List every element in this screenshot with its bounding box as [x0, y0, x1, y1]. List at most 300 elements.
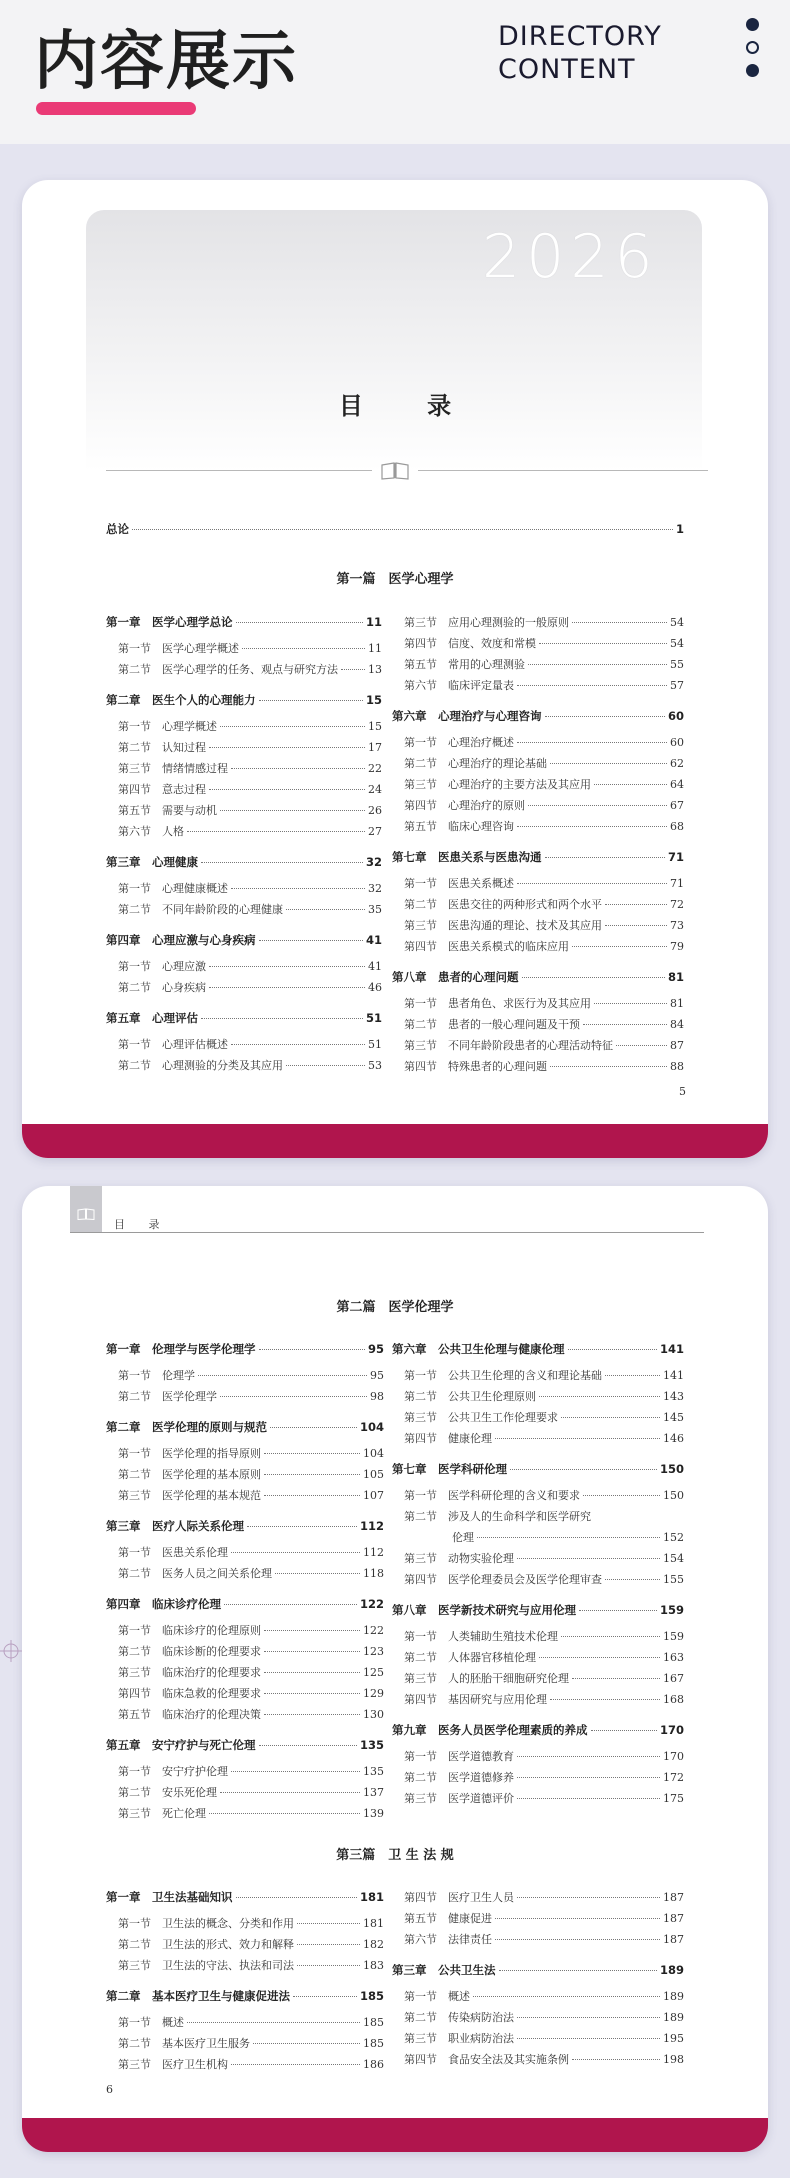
toc-section-row[interactable] [118, 1958, 384, 1973]
divider-left [106, 470, 372, 471]
dot-leader [510, 1469, 657, 1470]
toc-entry-page: 189 [659, 1963, 684, 1977]
toc-section-row[interactable] [404, 939, 684, 954]
toc-section-row[interactable] [404, 996, 684, 1011]
toc-entry-page: 159 [659, 1603, 684, 1617]
toc-section-row[interactable] [404, 1932, 684, 1947]
toc-entry-label: 第一节 心理治疗概述 [404, 736, 514, 749]
toc-section-row[interactable] [118, 1937, 384, 1952]
toc-section-row[interactable] [118, 2036, 384, 2051]
toc-entry-page: 68 [670, 820, 684, 833]
toc-section-row[interactable] [118, 1707, 384, 1722]
toc-section-row[interactable] [118, 902, 382, 917]
toc-section-row[interactable] [404, 1890, 684, 1905]
dot-leader [236, 1897, 357, 1898]
toc-entry-label: 第二节 心理测验的分类及其应用 [118, 1059, 283, 1072]
toc-section-row[interactable] [118, 1686, 384, 1701]
toc-chapter-row[interactable] [392, 1723, 684, 1738]
dot-leader [539, 1396, 660, 1397]
book-icon [380, 462, 410, 480]
toc-title: 目 录 [338, 392, 480, 420]
toc-section-row[interactable] [404, 1038, 684, 1053]
dot-leader [264, 1453, 360, 1454]
english-title-line1: DIRECTORY [498, 21, 662, 52]
header-rule [70, 1232, 704, 1233]
dot-leader [517, 826, 667, 827]
toc-section-row[interactable] [118, 1037, 382, 1052]
toc-entry-label: 第三节 人的胚胎干细胞研究伦理 [404, 1672, 569, 1685]
dot-leader [187, 831, 365, 832]
toc-entry-page: 11 [368, 642, 382, 655]
toc-entry-page: 79 [670, 940, 684, 953]
header-bar [0, 0, 790, 144]
toc-section-row[interactable] [118, 2015, 384, 2030]
toc-entry-page: 11 [365, 615, 382, 629]
dot-leader [550, 1699, 660, 1700]
toc-entry-page: 150 [659, 1462, 684, 1476]
toc-entry-page: 51 [365, 1011, 382, 1025]
toc-section-row[interactable] [118, 2057, 384, 2072]
toc-entry-page: 189 [663, 1990, 684, 2003]
toc-section-row[interactable] [404, 1911, 684, 1926]
english-title-line2: CONTENT [498, 54, 636, 85]
toc-entry-page: 98 [370, 1390, 384, 1403]
toc-section-row[interactable] [118, 1644, 384, 1659]
toc-chapter-row[interactable] [392, 709, 684, 724]
toc-entry-page: 187 [663, 1891, 684, 1904]
toc-entry-label: 第六章 心理治疗与心理咨询 [392, 709, 542, 723]
dot-leader [495, 1438, 660, 1439]
toc-section-row[interactable] [404, 918, 684, 933]
toc-entry-page: 26 [368, 804, 382, 817]
dot-leader [517, 1558, 660, 1559]
toc-entry-page: 107 [363, 1489, 384, 1502]
dot-leader [198, 1375, 367, 1376]
dot-leader [517, 1777, 660, 1778]
dot-leader [236, 622, 363, 623]
toc-chapter-row[interactable] [106, 1738, 384, 1753]
dot-leader [259, 1745, 357, 1746]
toc-entry-label: 第二节 涉及人的生命科学和医学研究 [404, 1510, 591, 1523]
toc-entry-label: 第一节 医学伦理的指导原则 [118, 1447, 261, 1460]
dot-leader [275, 1573, 360, 1574]
toc-entry-label: 第二节 医患交往的两种形式和两个水平 [404, 898, 602, 911]
toc-chapter-row[interactable] [106, 1342, 384, 1357]
toc-section-row[interactable] [118, 1566, 384, 1581]
dot-leader [286, 1065, 365, 1066]
toc-entry-page: 125 [363, 1666, 384, 1679]
toc-section-row[interactable] [118, 740, 382, 755]
dot-leader [579, 1610, 657, 1611]
dot-leader [231, 1552, 360, 1553]
toc-section-row[interactable] [404, 615, 684, 630]
toc-section-row[interactable] [118, 1389, 384, 1404]
toc-entry-label: 第六章 公共卫生伦理与健康伦理 [392, 1342, 565, 1356]
dot-leader [605, 904, 667, 905]
toc-section-row[interactable] [404, 819, 684, 834]
running-header: 目 录 [114, 1218, 170, 1231]
toc-entry-label: 第九章 医务人员医学伦理素质的养成 [392, 1723, 588, 1737]
toc-entry-label: 第一节 临床诊疗的伦理原则 [118, 1624, 261, 1637]
dot-leader [591, 1730, 657, 1731]
toc-chapter-row[interactable] [106, 1597, 384, 1612]
part-title: 第三篇 卫 生 法 规 [336, 1848, 454, 1863]
page-number: 6 [106, 2083, 113, 2096]
toc-section-row[interactable] [404, 756, 684, 771]
dot-leader [270, 1427, 357, 1428]
toc-entry-label: 第六节 法律责任 [404, 1933, 492, 1946]
toc-entry-label: 第四节 临床急救的伦理要求 [118, 1687, 261, 1700]
toc-entry-page: 122 [363, 1624, 384, 1637]
toc-entry-label: 第二节 医学心理学的任务、观点与研究方法 [118, 663, 338, 676]
toc-entry-label: 第四节 健康伦理 [404, 1432, 492, 1445]
toc-section-row[interactable] [404, 777, 684, 792]
dot-leader [495, 1939, 660, 1940]
toc-entry-page: 95 [370, 1369, 384, 1382]
toc-entry-page: 182 [363, 1938, 384, 1951]
toc-entry-page: 185 [359, 1989, 384, 2003]
toc-entry-page: 15 [368, 720, 382, 733]
toc-entry-page: 104 [363, 1447, 384, 1460]
toc-entry-page: 55 [670, 658, 684, 671]
dot-leader [616, 1045, 667, 1046]
toc-section-row[interactable] [404, 1671, 684, 1686]
toc-chapter-row[interactable] [106, 522, 684, 537]
toc-section-row[interactable] [118, 881, 382, 896]
toc-section-row[interactable] [404, 1692, 684, 1707]
toc-section-row[interactable] [404, 897, 684, 912]
toc-entry-page: 137 [363, 1786, 384, 1799]
toc-chapter-row[interactable] [106, 615, 382, 630]
dot-leader [561, 1636, 660, 1637]
toc-entry-page: 24 [368, 783, 382, 796]
dot-leader [583, 1024, 667, 1025]
toc-section-row[interactable] [404, 636, 684, 651]
toc-section-row[interactable] [404, 1017, 684, 1032]
toc-section-row[interactable] [404, 1572, 684, 1587]
toc-entry-page: 198 [663, 2053, 684, 2066]
toc-chapter-row[interactable] [392, 1462, 684, 1477]
toc-entry-label: 第二节 临床诊断的伦理要求 [118, 1645, 261, 1658]
toc-chapter-row[interactable] [106, 1011, 382, 1026]
toc-entry-label: 第一节 医患关系伦理 [118, 1546, 228, 1559]
dot-leader [231, 888, 365, 889]
dot-leader [528, 805, 667, 806]
book-icon [77, 1208, 95, 1220]
toc-entry-page: 181 [363, 1917, 384, 1930]
toc-entry-page: 183 [363, 1959, 384, 1972]
toc-entry-label: 第三节 动物实验伦理 [404, 1552, 514, 1565]
dot-leader [594, 784, 667, 785]
dot-leader [572, 622, 667, 623]
dot-leader [517, 1798, 660, 1799]
dot-leader [473, 1996, 660, 1997]
toc-entry-label: 第四章 心理应激与心身疾病 [106, 933, 256, 947]
toc-section-row[interactable] [404, 1488, 684, 1503]
toc-chapter-row[interactable] [106, 693, 382, 708]
toc-entry-label: 第三节 死亡伦理 [118, 1807, 206, 1820]
toc-chapter-row[interactable] [106, 1890, 384, 1905]
toc-entry-label: 第一节 患者角色、求医行为及其应用 [404, 997, 591, 1010]
toc-section-row[interactable] [118, 761, 382, 776]
dot-leader [132, 529, 673, 530]
dot-leader [259, 940, 363, 941]
dot-leader [517, 1897, 660, 1898]
toc-section-row[interactable] [404, 657, 684, 672]
toc-entry-page: 32 [365, 855, 382, 869]
dot-leader [220, 726, 365, 727]
toc-chapter-row[interactable] [106, 1519, 384, 1534]
dot-leader [286, 909, 365, 910]
dot-leader [545, 857, 665, 858]
dot-leader [264, 1630, 360, 1631]
toc-entry-page: 27 [368, 825, 382, 838]
dot-leader [209, 747, 365, 748]
dot-leader [539, 1657, 660, 1658]
toc-entry-page: 185 [363, 2037, 384, 2050]
toc-entry-label: 第一节 伦理学 [118, 1369, 195, 1382]
toc-section-row[interactable] [404, 1368, 684, 1383]
toc-entry-label: 第八章 患者的心理问题 [392, 970, 519, 984]
toc-entry-page: 135 [359, 1738, 384, 1752]
toc-section-row[interactable] [118, 959, 382, 974]
dot-leader [264, 1651, 360, 1652]
toc-entry-label: 第一节 人类辅助生殖技术伦理 [404, 1630, 558, 1643]
card-footer-bar [22, 1124, 768, 1158]
toc-chapter-row[interactable] [392, 850, 684, 865]
dot-leader [517, 883, 667, 884]
dot-leader [293, 1996, 357, 1997]
page-dots[interactable] [746, 18, 760, 87]
toc-entry-page: 135 [363, 1765, 384, 1778]
toc-entry-label: 第三节 医学道德评价 [404, 1792, 514, 1805]
dot-leader [264, 1714, 360, 1715]
toc-section-row[interactable] [404, 1410, 684, 1425]
toc-entry-label: 伦理 [452, 1531, 474, 1544]
toc-section-row[interactable] [404, 2010, 684, 2025]
toc-section-row[interactable] [118, 1916, 384, 1931]
dot-leader [568, 1349, 657, 1350]
toc-section-row[interactable] [118, 1058, 382, 1073]
dot-outline-icon[interactable] [746, 41, 759, 54]
toc-entry-page: 87 [670, 1039, 684, 1052]
toc-entry-page: 118 [363, 1567, 384, 1580]
toc-section-row[interactable] [404, 1431, 684, 1446]
toc-entry-label: 第五章 心理评估 [106, 1011, 198, 1025]
toc-entry-label: 第一节 心理学概述 [118, 720, 217, 733]
toc-entry-label: 第三章 医疗人际关系伦理 [106, 1519, 244, 1533]
toc-section-row[interactable] [404, 798, 684, 813]
dot-leader [264, 1672, 360, 1673]
toc-entry-label: 第四节 医患关系模式的临床应用 [404, 940, 569, 953]
dot-leader [594, 1003, 667, 1004]
toc-entry-page: 112 [359, 1519, 384, 1533]
toc-chapter-row[interactable] [392, 1603, 684, 1618]
dot-leader [605, 1375, 660, 1376]
toc-entry-page: 15 [365, 693, 382, 707]
toc-section-row[interactable] [118, 1467, 384, 1482]
toc-entry-label: 第一节 心理评估概述 [118, 1038, 228, 1051]
toc-entry-label: 第三节 职业病防治法 [404, 2032, 514, 2045]
toc-chapter-row[interactable] [106, 1989, 384, 2004]
toc-section-row[interactable] [404, 1650, 684, 1665]
toc-section-row[interactable] [404, 876, 684, 891]
dot-leader [231, 1044, 365, 1045]
toc-chapter-row[interactable] [392, 1963, 684, 1978]
toc-entry-label: 第四节 食品安全法及其实施条例 [404, 2053, 569, 2066]
toc-section-row[interactable] [404, 1791, 684, 1806]
toc-section-row[interactable] [118, 1446, 384, 1461]
toc-chapter-row[interactable] [392, 1342, 684, 1357]
toc-entry-page: 186 [363, 2058, 384, 2071]
toc-entry-page: 62 [670, 757, 684, 770]
toc-entry-label: 第一节 心理应激 [118, 960, 206, 973]
toc-section-row[interactable] [118, 824, 382, 839]
toc-section-row[interactable] [118, 1665, 384, 1680]
toc-entry-page: 105 [363, 1468, 384, 1481]
dot-leader [201, 862, 363, 863]
toc-section-row[interactable] [118, 1488, 384, 1503]
toc-entry-page: 185 [363, 2016, 384, 2029]
toc-entry-label: 第五章 安宁疗护与死亡伦理 [106, 1738, 256, 1752]
toc-entry-page: 170 [663, 1750, 684, 1763]
english-title [498, 20, 662, 86]
dot-leader [605, 925, 667, 926]
toc-entry-page: 170 [659, 1723, 684, 1737]
toc-entry-label: 第二节 传染病防治法 [404, 2011, 514, 2024]
page-title: 内容展示 [34, 25, 298, 99]
toc-section-row[interactable] [118, 641, 382, 656]
toc-section-row[interactable] [118, 1545, 384, 1560]
toc-entry-page: 60 [670, 736, 684, 749]
dot-leader [561, 1417, 660, 1418]
toc-entry-page: 195 [663, 2032, 684, 2045]
dot-leader [550, 763, 667, 764]
toc-entry-page: 187 [663, 1912, 684, 1925]
toc-entry-label: 第一节 概述 [118, 2016, 184, 2029]
toc-entry-page: 54 [670, 616, 684, 629]
toc-section-row[interactable] [404, 1551, 684, 1566]
toc-entry-label: 第一节 心理健康概述 [118, 882, 228, 895]
dot-filled-icon[interactable] [746, 18, 759, 31]
toc-entry-page: 175 [663, 1792, 684, 1805]
toc-entry-page: 172 [663, 1771, 684, 1784]
toc-entry-label: 第二节 医学道德修养 [404, 1771, 514, 1784]
toc-entry-page: 187 [663, 1933, 684, 1946]
toc-entry-label: 第五节 需要与动机 [118, 804, 217, 817]
toc-chapter-row[interactable] [106, 933, 382, 948]
toc-entry-label: 第三章 公共卫生法 [392, 1963, 496, 1977]
toc-entry-label: 第二章 医学伦理的原则与规范 [106, 1420, 267, 1434]
toc-entry-page: 95 [367, 1342, 384, 1356]
toc-section-row[interactable] [404, 1629, 684, 1644]
toc-entry-page: 141 [659, 1342, 684, 1356]
dot-leader [259, 700, 363, 701]
dot-leader [499, 1970, 657, 1971]
toc-chapter-row[interactable] [106, 855, 382, 870]
toc-section-row[interactable] [404, 1509, 684, 1524]
toc-entry-page: 88 [670, 1060, 684, 1073]
toc-section-row[interactable] [118, 662, 382, 677]
toc-chapter-row[interactable] [392, 970, 684, 985]
toc-entry-label: 第五节 临床心理咨询 [404, 820, 514, 833]
toc-section-row[interactable] [404, 1059, 684, 1074]
toc-entry-page: 17 [368, 741, 382, 754]
toc-section-row[interactable] [404, 1989, 684, 2004]
crosshair-icon [0, 1640, 22, 1662]
toc-section-row[interactable] [118, 1368, 384, 1383]
year-watermark: 2026 [482, 222, 659, 292]
dot-leader [209, 966, 365, 967]
toc-entry-label: 第二节 基本医疗卫生服务 [118, 2037, 250, 2050]
toc-entry-label: 第三章 心理健康 [106, 855, 198, 869]
toc-entry-page: 60 [667, 709, 684, 723]
toc-entry-label: 第一节 医学心理学概述 [118, 642, 239, 655]
toc-entry-page: 46 [368, 981, 382, 994]
toc-entry-label: 第四节 信度、效度和常模 [404, 637, 536, 650]
toc-entry-label: 第二节 医务人员之间关系伦理 [118, 1567, 272, 1580]
toc-chapter-row[interactable] [106, 1420, 384, 1435]
toc-section-row[interactable] [118, 1764, 384, 1779]
dot-leader [220, 1792, 360, 1793]
toc-entry-page: 150 [663, 1489, 684, 1502]
toc-section-row[interactable] [118, 803, 382, 818]
toc-section-row[interactable] [404, 735, 684, 750]
toc-entry-page: 159 [663, 1630, 684, 1643]
toc-section-row[interactable] [404, 1389, 684, 1404]
toc-entry-label: 第四节 特殊患者的心理问题 [404, 1060, 547, 1073]
toc-entry-label: 第六节 人格 [118, 825, 184, 838]
toc-entry-label: 第一节 卫生法的概念、分类和作用 [118, 1917, 294, 1930]
page-card-2 [22, 1186, 768, 2152]
toc-section-row[interactable] [452, 1530, 684, 1545]
dot-leader [522, 977, 665, 978]
toc-section-row[interactable] [404, 1770, 684, 1785]
toc-section-row[interactable] [404, 1749, 684, 1764]
toc-entry-page: 129 [363, 1687, 384, 1700]
dot-leader [297, 1965, 360, 1966]
toc-section-row[interactable] [118, 1806, 384, 1821]
toc-entry-label: 第一节 医学道德教育 [404, 1750, 514, 1763]
toc-entry-page: 51 [368, 1038, 382, 1051]
toc-section-row[interactable] [404, 2031, 684, 2046]
toc-entry-label: 第四节 基因研究与应用伦理 [404, 1693, 547, 1706]
toc-entry-page: 71 [667, 850, 684, 864]
toc-entry-label: 第四节 医学伦理委员会及医学伦理审查 [404, 1573, 602, 1586]
dot-leader [550, 1066, 667, 1067]
toc-entry-label: 第六节 临床评定量表 [404, 679, 514, 692]
dot-leader [572, 946, 667, 947]
toc-section-row[interactable] [118, 1623, 384, 1638]
toc-section-row[interactable] [404, 678, 684, 693]
toc-entry-page: 67 [670, 799, 684, 812]
dot-leader [264, 1495, 360, 1496]
toc-section-row[interactable] [118, 719, 382, 734]
toc-section-row[interactable] [118, 1785, 384, 1800]
dot-filled-icon[interactable] [746, 64, 759, 77]
toc-entry-page: 13 [368, 663, 382, 676]
toc-section-row[interactable] [118, 782, 382, 797]
toc-entry-page: 1 [675, 522, 684, 536]
toc-entry-label: 第二节 心理治疗的理论基础 [404, 757, 547, 770]
toc-entry-label: 第五节 健康促进 [404, 1912, 492, 1925]
toc-section-row[interactable] [118, 980, 382, 995]
toc-entry-label: 第一章 伦理学与医学伦理学 [106, 1342, 256, 1356]
toc-entry-page: 154 [663, 1552, 684, 1565]
toc-section-row[interactable] [404, 2052, 684, 2067]
dot-leader [297, 1944, 360, 1945]
toc-entry-page: 141 [663, 1369, 684, 1382]
